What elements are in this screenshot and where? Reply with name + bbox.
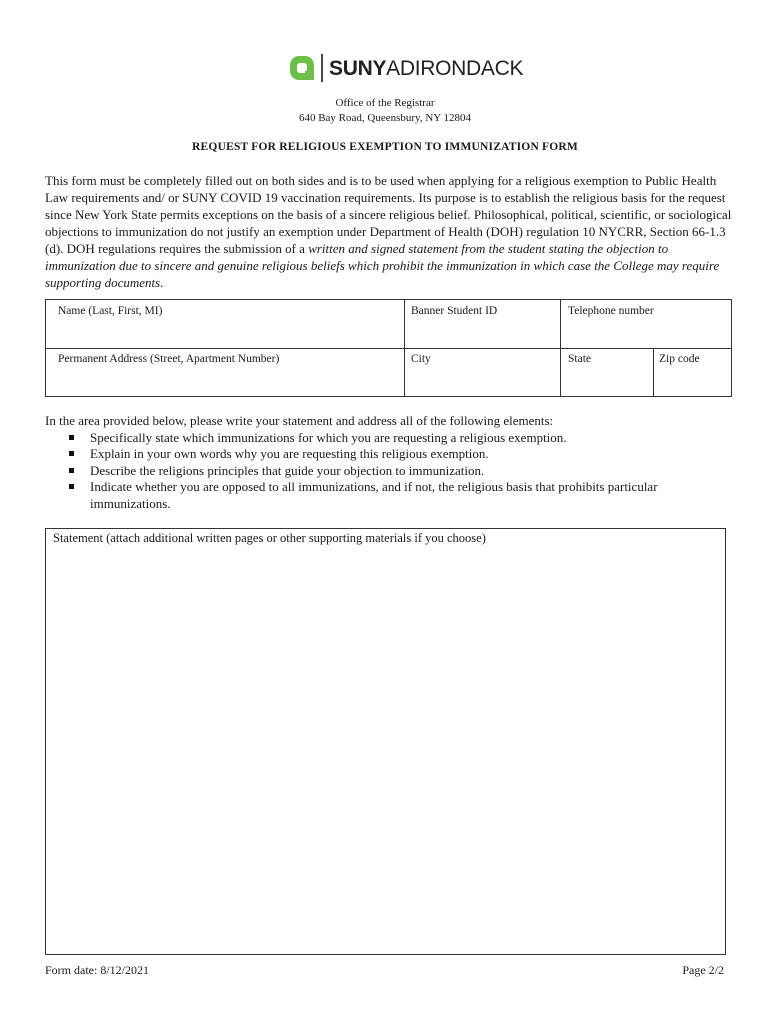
telephone-label: Telephone number bbox=[568, 305, 654, 317]
office-block bbox=[0, 96, 770, 126]
list-item-text: Indicate whether you are opposed to all immunizations, and if not, the religious basis that prohibits particular immunizations. bbox=[90, 479, 658, 511]
student-info-table bbox=[45, 299, 732, 397]
office-name: Office of the Registrar bbox=[335, 97, 435, 109]
list-item bbox=[45, 463, 735, 480]
banner-id-field[interactable] bbox=[411, 300, 556, 348]
state-field[interactable] bbox=[568, 348, 648, 396]
list-item bbox=[45, 479, 735, 512]
telephone-field[interactable] bbox=[568, 300, 728, 348]
form-title: REQUEST FOR RELIGIOUS EXEMPTION TO IMMUNIZATION FORM bbox=[192, 141, 578, 153]
name-label: Name (Last, First, MI) bbox=[58, 305, 163, 317]
intro-paragraph bbox=[45, 172, 735, 291]
intro-italic-text: written and signed statement from the student stating the objection to immunization due to sincere and genuine religious beliefs which prohibit the immunization in which case the College may require supporting documents. bbox=[45, 241, 720, 290]
city-field[interactable] bbox=[411, 348, 556, 396]
intro-text: This form must be completely filled out on both sides and is to be used when applying for a religious exemption to Public Health Law requirements and/ or SUNY COVID 19 vaccination requirements. Its purpose is to establish the religious basis for the request since New York State permits exceptions on the basis of a sincere religious belief. Philosophical, political, scientific, or sociological objections to immunization do not justify an exemption under Department of Health (DOH) regulation 10 NYCRR, Section 66-1.3 (d). DOH regulations requires the submission of a bbox=[45, 173, 732, 256]
bullet-square-icon bbox=[69, 468, 74, 473]
zip-label: Zip code bbox=[659, 353, 700, 365]
bullet-square-icon bbox=[69, 435, 74, 440]
name-field[interactable] bbox=[58, 300, 398, 348]
list-item-text: Specifically state which immunizations for which you are requesting a religious exemption. bbox=[90, 429, 567, 445]
bullet-square-icon bbox=[69, 451, 74, 456]
list-item-text: Describe the religions principles that guide your objection to immunization. bbox=[90, 462, 485, 478]
instructions-list bbox=[45, 430, 735, 513]
instructions-lead: In the area provided below, please write your statement and address all of the following elements: bbox=[45, 413, 554, 428]
form-date: Form date: 8/12/2021 bbox=[45, 963, 149, 977]
list-item-text: Explain in your own words why you are requesting this religious exemption. bbox=[90, 446, 489, 461]
list-item bbox=[45, 430, 735, 447]
logo-wordmark: SUNYADIRONDACK bbox=[329, 56, 524, 80]
list-item bbox=[45, 446, 735, 463]
page-number: Page 2/2 bbox=[682, 963, 724, 977]
column-divider bbox=[653, 348, 654, 396]
bullet-square-icon bbox=[69, 484, 74, 489]
address-label: Permanent Address (Street, Apartment Number) bbox=[58, 353, 280, 365]
address-field[interactable] bbox=[58, 348, 398, 396]
banner-id-label: Banner Student ID bbox=[411, 305, 498, 317]
zip-field[interactable] bbox=[659, 348, 729, 396]
instructions-block bbox=[45, 413, 735, 512]
office-address: 640 Bay Road, Queensbury, NY 12804 bbox=[298, 112, 472, 124]
city-label: City bbox=[411, 353, 431, 365]
logo-divider bbox=[321, 54, 323, 82]
statement-box[interactable] bbox=[45, 528, 726, 955]
state-label: State bbox=[568, 353, 591, 365]
logo-mark-icon bbox=[290, 56, 314, 80]
column-divider bbox=[404, 300, 405, 396]
suny-adirondack-logo bbox=[290, 52, 523, 84]
column-divider bbox=[560, 300, 561, 396]
statement-label: Statement (attach additional written pages or other supporting materials if you choose) bbox=[53, 531, 486, 545]
